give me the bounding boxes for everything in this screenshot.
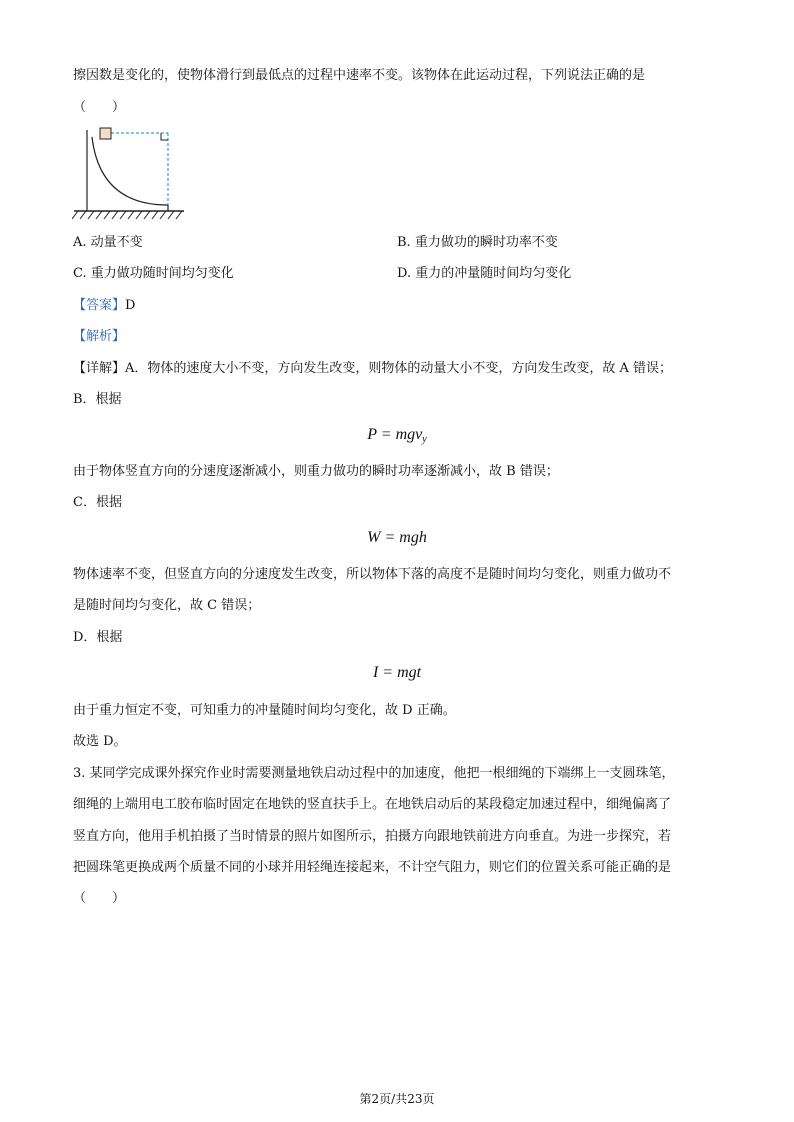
analysis-line	[73, 328, 125, 346]
option-label: B.	[397, 235, 411, 250]
option-label: D.	[397, 266, 412, 281]
detail-tag: 【详解】	[73, 361, 126, 376]
option-text: 重力做功随时间均匀变化	[90, 266, 234, 281]
equation-impulse: I = mgt	[372, 664, 422, 681]
answer-value: D	[125, 298, 136, 313]
page-footer: 第2页/共23页	[359, 1092, 435, 1106]
option-label: C.	[73, 266, 87, 281]
answer-line	[73, 297, 135, 315]
d-text: 由于重力恒定不变，可知重力的冲量随时间均匀变化，故 D 正确。	[73, 703, 456, 718]
q3-answer-paren: （ ）	[73, 891, 126, 906]
option-d	[397, 265, 571, 283]
option-b	[397, 234, 558, 252]
c-text-2: 是随时间均匀变化，故 C 错误；	[73, 598, 261, 613]
c-text-1: 物体速率不变，但竖直方向的分速度发生改变，所以物体下落的高度不是随时间均匀变化，则重力做功不	[73, 567, 672, 582]
sliding-block	[100, 128, 111, 139]
incline-diagram	[72, 125, 192, 225]
c-head: C．根据	[73, 495, 122, 510]
option-label: A.	[73, 235, 87, 250]
q3-line-3: 竖直方向，他用手机拍摄了当时情景的照片如图所示，拍摄方向跟地铁前进方向垂直。为进一步探究，若	[73, 829, 672, 844]
option-text: 重力的冲量随时间均匀变化	[415, 266, 572, 281]
conclusion: 故选 D。	[73, 734, 127, 749]
b-head: B．根据	[73, 392, 122, 407]
q3-line-1: 3. 某同学完成课外探究作业时需要测量地铁启动过程中的加速度，他把一根细绳的下端绑上一支圆珠笔，	[73, 766, 675, 781]
detail-a-text: A．物体的速度大小不变，方向发生改变，则物体的动量大小不变，方向发生改变，故 A 错误；	[125, 361, 673, 376]
q2-stem-line: 擦因数是变化的，使物体滑行到最低点的过程中速率不变。该物体在此运动过程，下列说法正确的是	[73, 68, 646, 83]
option-text: 重力做功的瞬时功率不变	[414, 235, 558, 250]
option-text: 动量不变	[90, 235, 143, 250]
b-text: 由于物体竖直方向的分速度逐渐减小，则重力做功的瞬时功率逐渐减小，故 B 错误；	[73, 464, 559, 479]
option-c	[73, 265, 234, 283]
analysis-tag: 【解析】	[73, 329, 126, 344]
option-a	[73, 234, 143, 252]
q2-answer-paren: （ ）	[73, 100, 126, 115]
q3-line-2: 细绳的上端用电工胶布临时固定在地铁的竖直扶手上。在地铁启动后的某段稳定加速过程中，细绳偏离了	[73, 797, 672, 812]
q3-line-4: 把圆珠笔更换成两个质量不同的小球并用轻绳连接起来，不计空气阻力，则它们的位置关系可能正确的是	[73, 860, 672, 875]
d-head: D．根据	[73, 630, 123, 645]
answer-tag: 【答案】	[73, 298, 126, 313]
equation-power-main: P = mgv	[367, 426, 423, 443]
equation-power-subscript: y	[422, 434, 427, 445]
detail-a-line	[73, 360, 672, 378]
equation-power	[0, 425, 794, 450]
equation-work: W = mgh	[367, 529, 427, 546]
